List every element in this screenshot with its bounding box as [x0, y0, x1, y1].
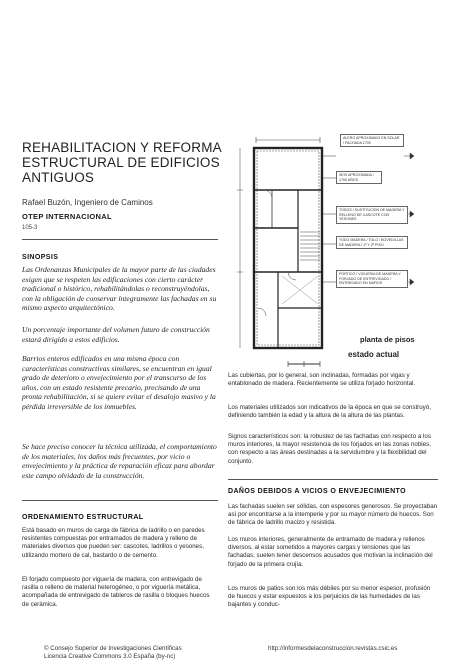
document-code: 105-3	[22, 225, 38, 231]
danos-top-rule	[228, 479, 438, 480]
danos-heading: DAÑOS DEBIDOS A VICIOS O ENVEJECIMIENTO	[228, 488, 406, 495]
right-paragraph-6: Los muros de patios son los más débiles por su menor espesor, profusión de huecos y estar expuestos a los perjuicios de las humedades de las bajantes y conduc-	[228, 585, 431, 609]
footer-copyright	[44, 645, 182, 661]
plan-callout-1: ALERO APROXIMADO EN SOLAR / FACHADA 1700	[340, 134, 404, 147]
plan-caption-line-1: planta de pisos	[360, 335, 415, 344]
title-line-2: ESTRUCTURAL DE EDIFICIOS	[22, 155, 220, 170]
floor-plan-drawing	[228, 132, 462, 377]
ordenamiento-paragraph-1: Está basado en muros de carga de fábrica de ladrillo o en paredes resistentes compuestas por entramados de madera y relleno de materiales diversos que pueden ser: cascotes, ladrillos o yesones, utilizando mortero de cal, bastardo o de cemento.	[22, 527, 205, 559]
author-line: Rafael Buzón, Ingeniero de Caminos	[22, 198, 153, 207]
ordenamiento-heading: ORDENAMIENTO ESTRUCTURAL	[22, 514, 144, 521]
right-paragraph-4: Las fachadas suelen ser sólidas, con espesores generosos. Se proyectaban así por encontrarse a la intemperie y por su mayor número de huecos. Son de fábrica de ladrillo macizo y resistida.	[228, 503, 438, 527]
article-title	[22, 140, 222, 185]
synopsis-paragraph-3: Barrios enteros edificados en una misma época con características constructivas similares, se encuentran en igual grado de deterioro o envejecimiento por el transcurso de los años, con un estado resistente precario, precisando de una pronta rehabilitación, si se quiere evitar el desalojo masivo y la pérdida irreversible de los inmuebles.	[22, 354, 216, 411]
title-line-3: ANTIGUOS	[22, 170, 95, 185]
plan-callout-5: PORTICO / VIGUERIA DE MADERA Y FORJADO DE ENTREVIGADO / ENTREGADO EN MUROS	[336, 270, 408, 288]
ordenamiento-paragraph-2: El forjado compuesto por viguería de madera, con entrevigado de rasilla o relleno de material heterogéneo, o por viguería metálica, acompañada de entrevigado de tableros de rasilla o bloques huecos de cerámica.	[22, 576, 210, 608]
floor-plan-figure	[228, 132, 462, 377]
synopsis-top-rule	[22, 239, 218, 240]
right-paragraph-2: Los materiales utilizados son indicativos de la época en que se construyó, definiendo también la edad y la altura de la altura de las plantas.	[228, 404, 431, 420]
plan-callout-4: TODO MADERA / TOLO / BOVEDILLAS DE MADERA / 1º Y 2º PISO	[336, 236, 408, 249]
synopsis-paragraph-4: Se hace preciso conocer la técnica utilizada, el comportamiento de los materiales, los daños más frecuentes, por vicio o envejecimiento y la práctica de reparación eficaz para abordar este campo olvidado de la construcción.	[22, 442, 217, 480]
footer-url-link[interactable]: http://informesdelaconstruccion.revistas.csic.es	[268, 645, 398, 652]
footer-copyright-line-1: © Consejo Superior de Investigaciones Científicas	[44, 645, 182, 652]
synopsis-paragraph-2: Un porcentaje importante del volumen futuro de construcción estará dirigido a estos edificios.	[22, 325, 210, 344]
plan-caption-line-2: estado actual	[348, 350, 400, 359]
title-line-1: REHABILITACION Y REFORMA	[22, 140, 222, 155]
synopsis-heading: SINOPSIS	[22, 254, 59, 261]
right-paragraph-5: Los muros interiores, generalmente de entramado de madera y rellenos diversos, al estar sometidos a mayores cargas y tensiones que las fachadas, suelen tener descensos acusados que motivan la inclinación del forjado de la primera crujía.	[228, 536, 433, 568]
plan-callout-2: SEIS APROXIMADA / 1700 AÑOS	[336, 171, 382, 184]
right-paragraph-1: Las cubiertas, por lo general, son inclinadas, formadas por vigas y entablonado de madera. Recientemente se utiliza forjado horizontal.	[228, 372, 416, 388]
plan-callout-3: TODOS / SUSTITUCION DE MADERA Y RELLENO DE CASCOTE CON YESONES	[336, 206, 408, 224]
right-paragraph-3: Signos característicos son: la robustez de las fachadas con respecto a los muros interiores, la mayor resistencia de los forjados en las zonas nobles, con respecto a las áreas destinadas a la servidumbre y la flexibilidad del conjunto.	[228, 433, 431, 465]
organization-name: OTEP INTERNACIONAL	[22, 212, 112, 221]
ordenamiento-top-rule	[22, 500, 218, 501]
synopsis-paragraph-1: Las Ordenanzas Municipales de la mayor parte de las ciudades exigen que se respeten las edificaciones con cierto carácter tradicional o histórico, rehabilitándolas o reconstruyéndolas, con la obligación de conservar íntegramente las fachadas en su mismo aspecto arquitectónico.	[22, 265, 217, 313]
footer-license-line: Licencia Creative Commons 3.0 España (by-nc)	[44, 653, 176, 660]
